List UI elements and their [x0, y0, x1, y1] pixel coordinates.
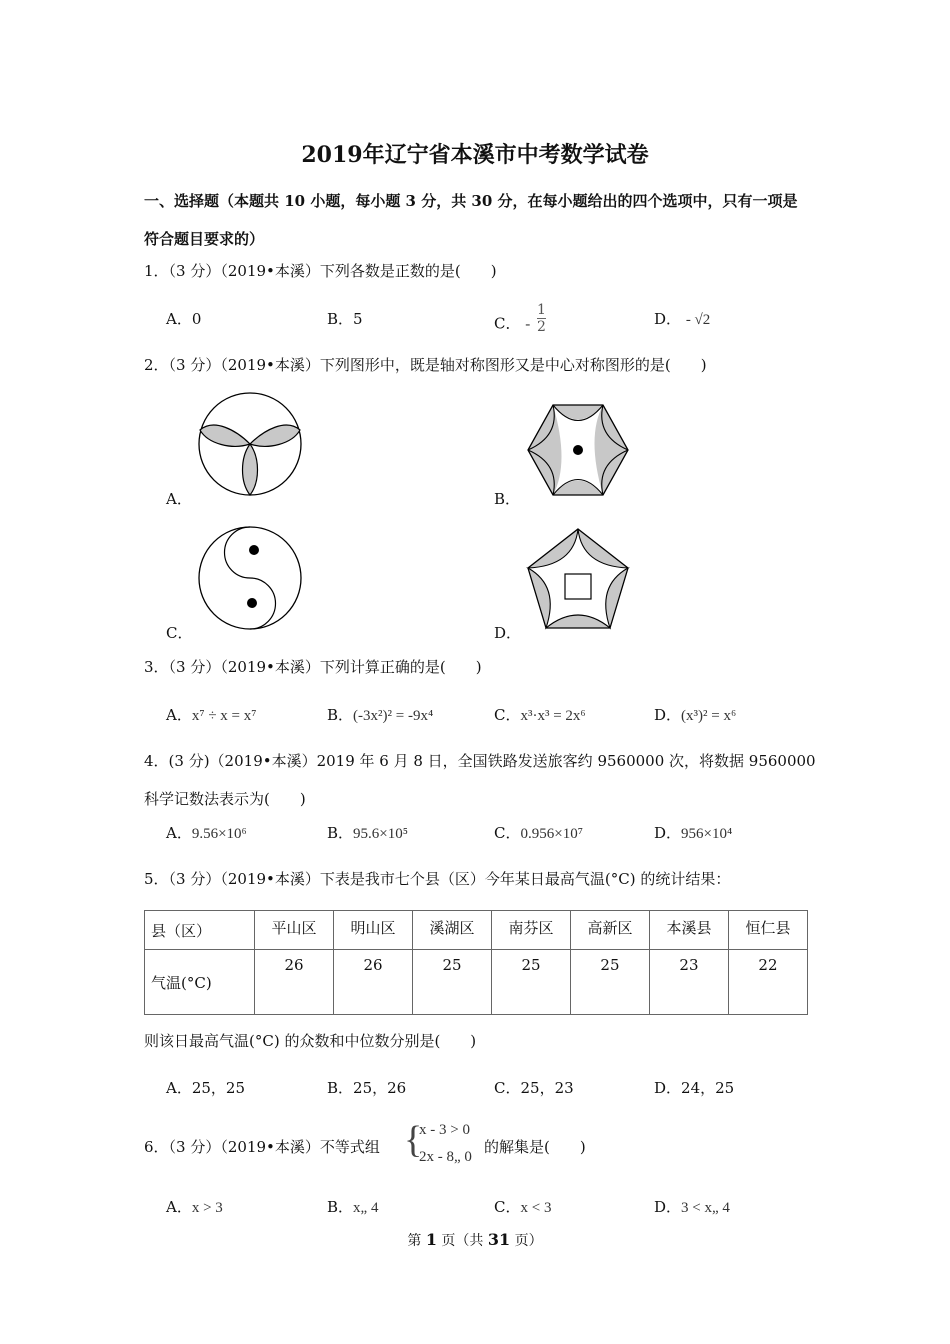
question-3-option-b [327, 704, 433, 725]
question-2-option-d: D． [494, 624, 522, 642]
question-1-option-a: A．0 [166, 310, 202, 328]
table-header-cell: 平山区 [255, 911, 334, 950]
math: x„ 4 [353, 1200, 379, 1216]
question-3-stem: 3．（3 分）（2019•本溪）下列计算正确的是( ) [144, 658, 482, 676]
math: 95.6×10⁵ [353, 826, 408, 842]
question-2-option-c: C． [166, 624, 193, 642]
label: D． [654, 824, 682, 842]
question-2-option-a: A． [166, 490, 192, 508]
math: x⁷ ÷ x = x⁷ [191, 708, 257, 724]
option-c-label: C． [494, 314, 521, 333]
table-header-cell: 县（区） [145, 911, 255, 950]
fraction-denominator: 2 [537, 319, 546, 335]
label: B． [327, 706, 354, 724]
table-cell: 22 [728, 950, 807, 1015]
question-5-follow: 则该日最高气温(°C) 的众数和中位数分别是( ) [144, 1032, 477, 1050]
page-title: 2019年辽宁省本溪市中考数学试卷 [301, 142, 649, 168]
system-line-2: 2x - 8„ 0 [419, 1149, 472, 1165]
question-1-option-d [654, 308, 710, 329]
label: C． [494, 1198, 521, 1216]
question-1-stem: 1．（3 分）（2019•本溪）下列各数是正数的是( ) [144, 262, 497, 280]
question-4-option-c [494, 822, 583, 843]
footer-page-number: 1 [425, 1230, 437, 1249]
question-2-stem: 2．（3 分）（2019•本溪）下列图形中，既是轴对称图形又是中心对称图形的是( ) [144, 356, 707, 374]
fraction [537, 302, 546, 335]
figure-b-hexagon [524, 402, 632, 498]
question-1-option-b: B．5 [327, 310, 363, 328]
math: x > 3 [191, 1200, 223, 1216]
question-5-stem: 5．（3 分）（2019•本溪）下表是我市七个县（区）今年某日最高气温(°C) 的统计结果： [144, 870, 731, 888]
math: 0.956×10⁷ [520, 826, 583, 842]
option-d-label: D． [654, 310, 682, 328]
figure-d-pentagon [524, 526, 632, 630]
fraction-numerator: 1 [537, 302, 546, 318]
question-6-option-c [494, 1196, 551, 1217]
figure-c-taiji [196, 524, 304, 632]
table-header-cell: 本溪县 [649, 911, 728, 950]
footer-mid: 页（共 [436, 1233, 488, 1249]
table-header-cell: 高新区 [570, 911, 649, 950]
footer-pre: 第 [407, 1233, 426, 1249]
footer-post: 页） [510, 1233, 543, 1249]
option-d-math: - √2 [685, 312, 711, 328]
question-6-option-d [654, 1196, 730, 1217]
option-c-sign: - [525, 316, 531, 333]
figure-a-circle-petals [196, 390, 304, 498]
question-4-option-a [166, 822, 247, 843]
table-cell: 25 [570, 950, 649, 1015]
label: D． [654, 706, 682, 724]
question-4-option-d [654, 822, 732, 843]
label: C． [494, 824, 521, 842]
label: D． [654, 1198, 682, 1216]
math: 956×10⁴ [681, 826, 733, 842]
question-5-option-d: D．24，25 [654, 1079, 735, 1097]
label: A． [166, 706, 192, 724]
question-5-option-c: C．25，23 [494, 1079, 574, 1097]
label: C． [494, 706, 521, 724]
question-2-option-b: B． [494, 490, 521, 508]
table-cell: 25 [492, 950, 571, 1015]
question-1-option-c [494, 302, 546, 341]
question-5-option-a: A．25，25 [166, 1079, 246, 1097]
question-6-option-a [166, 1196, 223, 1217]
table-cell: 25 [413, 950, 492, 1015]
math: x³·x³ = 2x⁶ [520, 708, 586, 724]
label: B． [327, 1198, 354, 1216]
table-header-cell: 溪湖区 [413, 911, 492, 950]
table-header-cell: 恒仁县 [728, 911, 807, 950]
label: A． [166, 1198, 192, 1216]
question-4-stem: 4．(3 分)（2019•本溪）2019 年 6 月 8 日，全国铁路发送旅客约 9560000 次，将数据 9560000 [144, 752, 816, 770]
table-cell: 26 [334, 950, 413, 1015]
page-footer [0, 1230, 950, 1250]
table-header-row [145, 911, 808, 950]
label: A． [166, 824, 192, 842]
question-6-stem: 6．（3 分）（2019•本溪）不等式组 [144, 1138, 380, 1156]
math: (-3x²)² = -9x⁴ [353, 708, 434, 724]
section-heading: 一、选择题（本题共 10 小题，每小题 3 分，共 30 分，在每小题给出的四个选项中，只有一项是 [144, 192, 798, 210]
math: (x³)² = x⁶ [681, 708, 737, 724]
question-5-option-b: B．25，26 [327, 1079, 407, 1097]
question-3-option-d [654, 704, 736, 725]
table-row [145, 950, 808, 1015]
table-header-cell: 明山区 [334, 911, 413, 950]
footer-total-pages: 31 [487, 1230, 511, 1249]
brace-glyph: { [404, 1119, 423, 1161]
math: 9.56×10⁶ [191, 826, 247, 842]
temperature-table [144, 910, 808, 1015]
label: B． [327, 824, 354, 842]
table-row-label: 气温(°C) [145, 950, 255, 1015]
table-cell: 26 [255, 950, 334, 1015]
section-heading-cont: 符合题目要求的） [144, 230, 265, 248]
table-cell: 23 [649, 950, 728, 1015]
math: 3 < x„ 4 [681, 1200, 730, 1216]
question-3-option-a [166, 704, 257, 725]
question-6-stem-end: 的解集是( ) [484, 1138, 586, 1156]
question-6-option-b [327, 1196, 378, 1217]
math: x < 3 [520, 1200, 552, 1216]
system-line-1: x - 3 > 0 [419, 1122, 470, 1138]
question-4-stem-cont: 科学记数法表示为( ) [144, 790, 306, 808]
question-3-option-c [494, 704, 586, 725]
question-4-option-b [327, 822, 408, 843]
table-header-cell: 南芬区 [492, 911, 571, 950]
